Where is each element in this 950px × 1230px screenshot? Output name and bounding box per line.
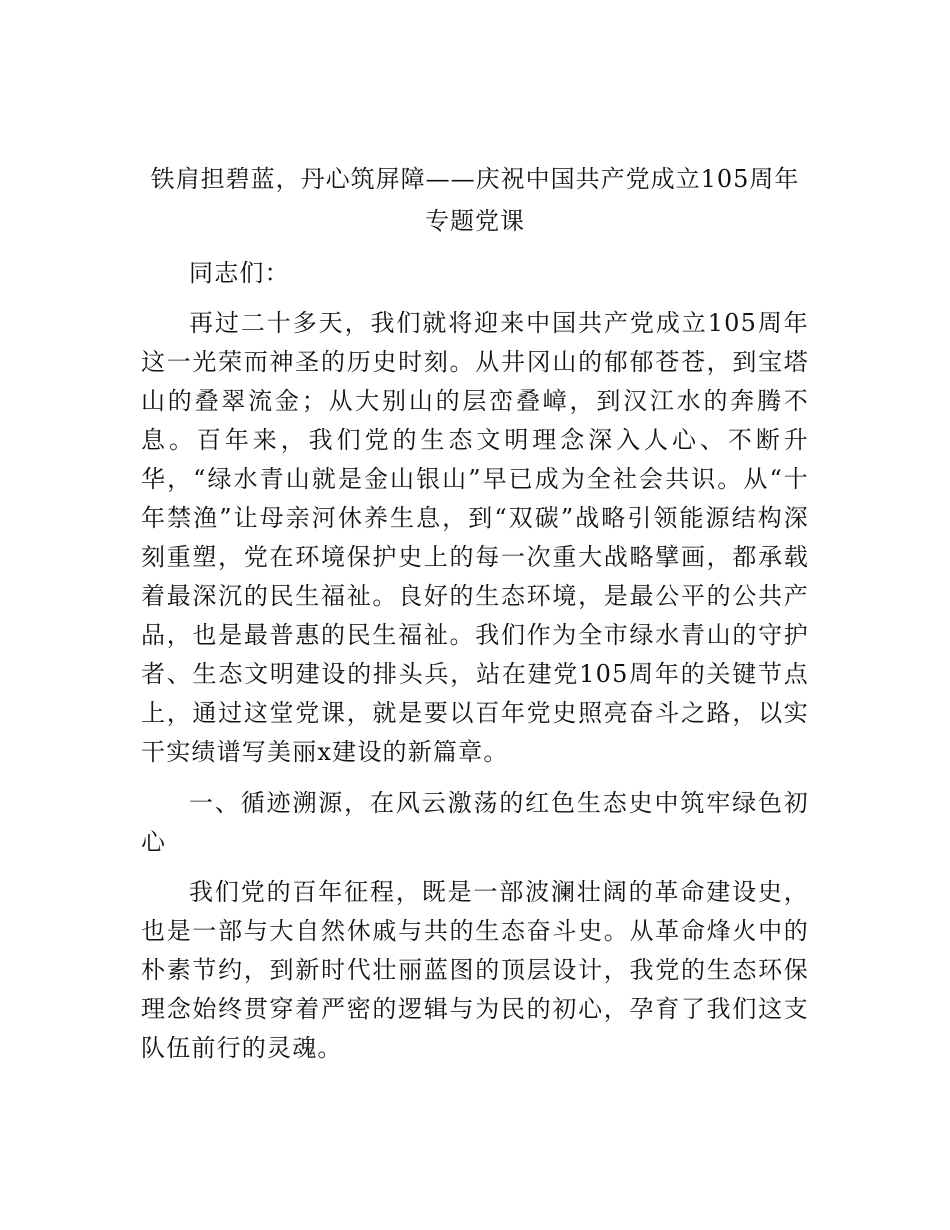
document-body [141,158,809,1068]
section-heading: 一、循迹溯源，在风云激荡的红色生态史中筑牢绿色初心 [141,789,809,856]
intro-paragraph: 再过二十多天，我们就将迎来中国共产党成立105周年这一光荣而神圣的历史时刻。从井冈山的郁郁苍苍，到宝塔山的叠翠流金；从大别山的层峦叠嶂，到汉江水的奔腾不息。百年来，我们党的生态文明理念深入人心、不断升华，“绿水青山就是金山银山”早已成为全社会共识。从“十年禁渔”让母亲河休养生息，到“双碳”战略引领能源结构深刻重塑，党在环境保护史上的每一次重大战略擘画，都承载着最深沉的民生福祉。良好的生态环境，是最公平的公共产品，也是最普惠的民生福祉。我们作为全市绿水青山的守护者、生态文明建设的排头兵，站在建党105周年的关键节点上，通过这堂党课，就是要以百年党史照亮奋斗之路，以实干实绩谱写美丽x建设的新篇章。 [141,309,809,766]
salutation: 同志们： [189,259,290,287]
document-title: 铁肩担碧蓝，丹心筑屏障——庆祝中国共产党成立105周年专题党课 [150,165,800,235]
section-paragraph: 我们党的百年征程，既是一部波澜壮阔的革命建设史，也是一部与大自然休戚与共的生态奋斗史。从革命烽火中的朴素节约，到新时代壮丽蓝图的顶层设计，我党的生态环保理念始终贯穿着严密的逻辑与为民的初心，孕育了我们这支队伍前行的灵魂。 [141,878,809,1062]
